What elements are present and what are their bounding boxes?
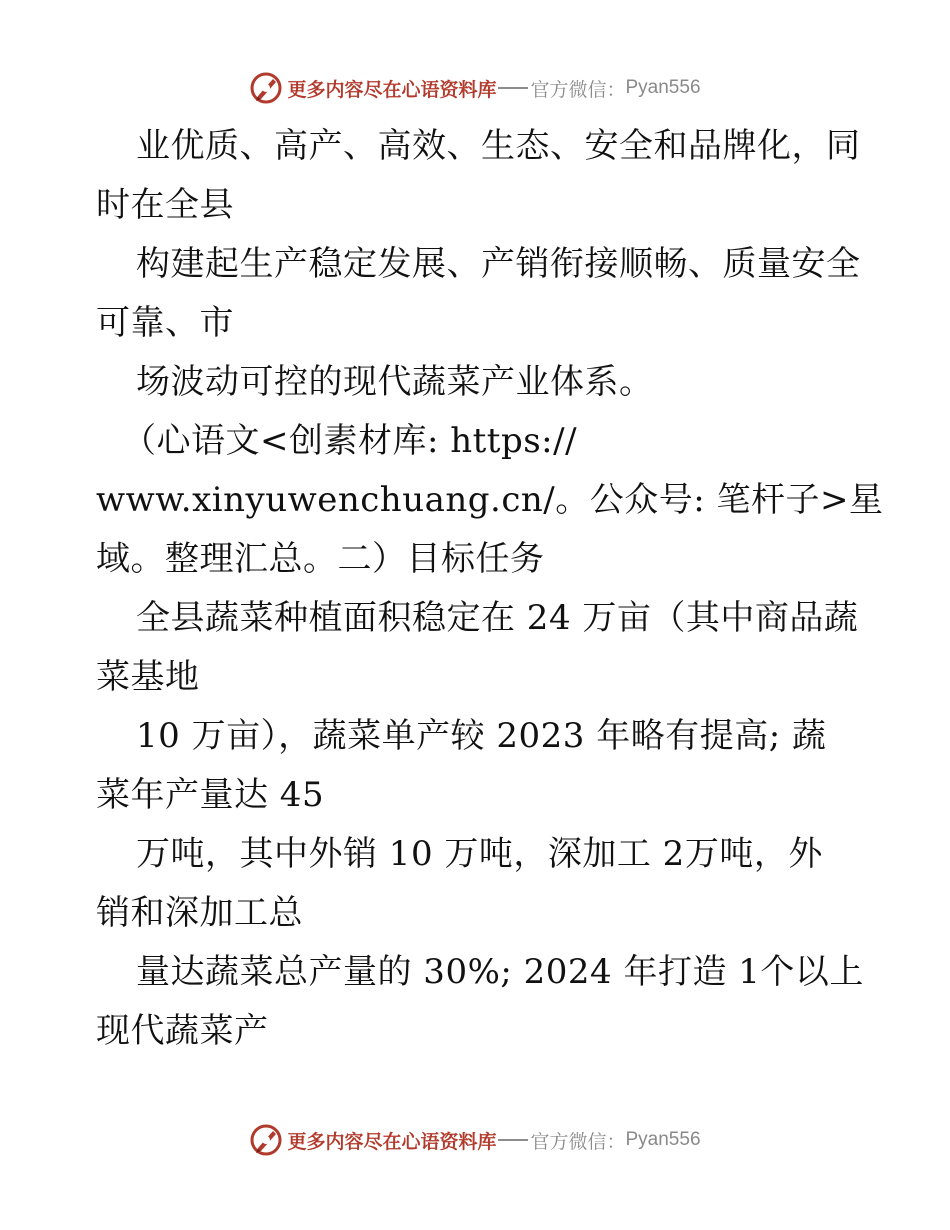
body-line: 全县蔬菜种植面积稳定在 24 万亩（其中商品蔬	[136, 598, 859, 638]
body-line: 10 万亩），蔬菜单产较 2023 年略有提高; 蔬	[136, 716, 827, 756]
footer-banner-inner	[249, 1123, 700, 1157]
header-wechat-id: Pyan556	[625, 77, 701, 98]
footer-wechat-id: Pyan556	[625, 1129, 701, 1150]
body-line: （心语文<创素材库: https://	[122, 421, 578, 461]
body-line: 销和深加工总	[96, 893, 303, 933]
body-line: 万吨，其中外销 10 万吨，深加工 2万吨，外	[136, 834, 823, 874]
body-line: 量达蔬菜总产量的 30%; 2024 年打造 1个以上	[136, 952, 864, 992]
footer-dash	[498, 1139, 528, 1141]
body-line: 可靠、市	[96, 303, 234, 343]
body-line: 业优质、高产、高效、生态、安全和品牌化，同	[136, 126, 861, 166]
footer-brand-text: 更多内容尽在心语资料库	[287, 1130, 497, 1153]
footer-wechat-label: 官方微信：	[530, 1130, 626, 1153]
header-dash	[498, 87, 528, 89]
header-brand-text: 更多内容尽在心语资料库	[287, 78, 497, 101]
pen-logo-icon	[249, 71, 283, 105]
body-line: 现代蔬菜产	[96, 1011, 269, 1051]
header-banner	[0, 68, 950, 108]
body-line: 菜年产量达 45	[96, 775, 325, 815]
document-body	[96, 117, 884, 1061]
body-line: www.xinyuwenchuang.cn/。公众号: 笔杆子>星	[96, 480, 884, 520]
header-wechat-label: 官方微信：	[530, 78, 626, 101]
footer-banner	[0, 1120, 950, 1160]
body-line: 场波动可控的现代蔬菜产业体系。	[136, 362, 654, 402]
body-line: 菜基地	[96, 657, 200, 697]
body-line: 时在全县	[96, 185, 234, 225]
header-banner-inner	[249, 71, 700, 105]
body-line: 构建起生产稳定发展、产销衔接顺畅、质量安全	[136, 244, 861, 284]
pen-logo-icon	[249, 1123, 283, 1157]
body-line: 域。整理汇总。二）目标任务	[96, 539, 545, 579]
